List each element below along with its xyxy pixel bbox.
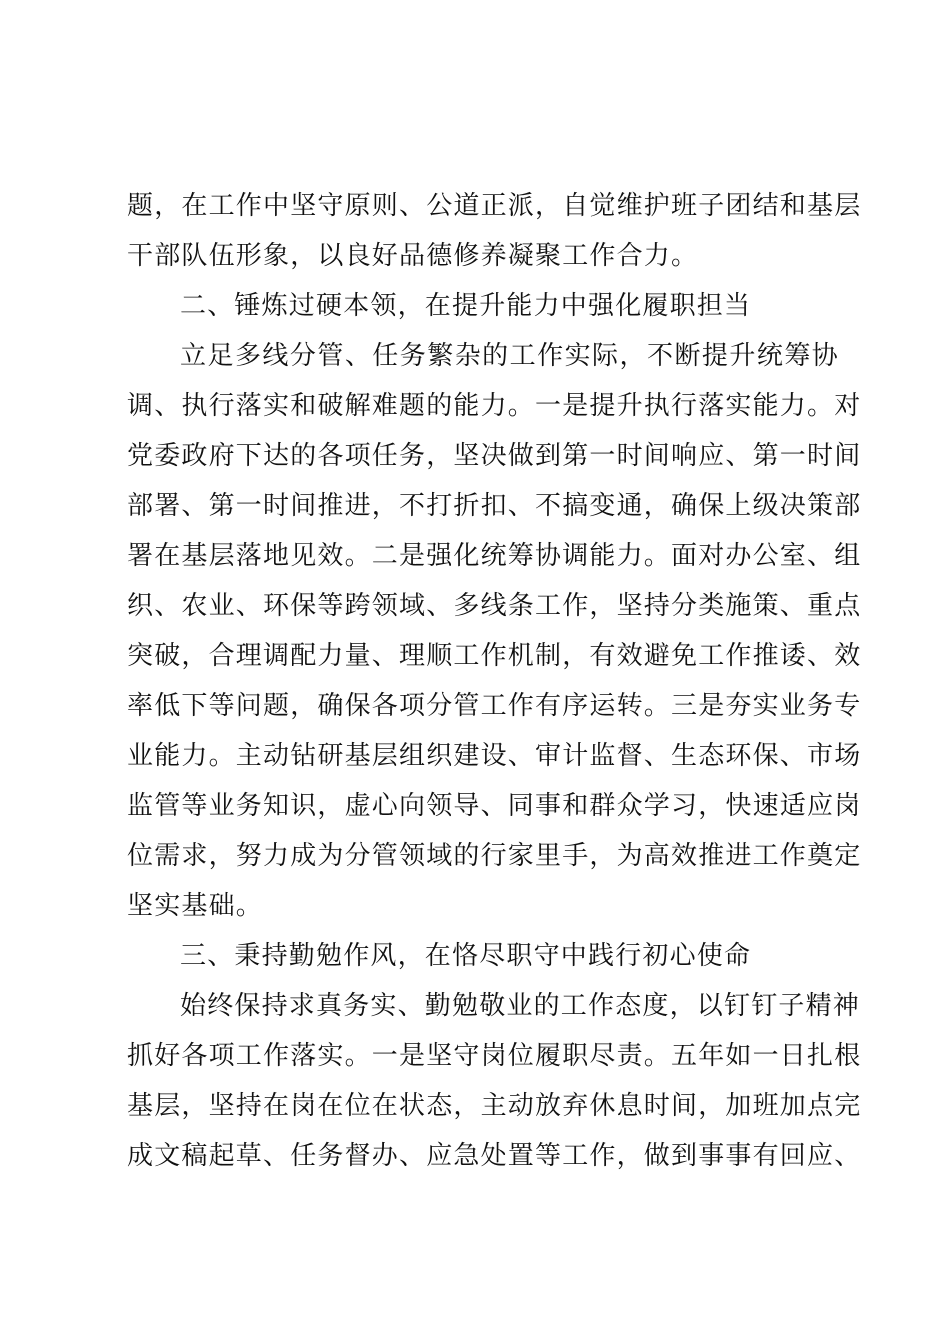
section-heading: 三、秉持勤勉作风，在恪尽职守中践行初心使命 xyxy=(180,941,752,971)
text-line: 立足多线分管、任务繁杂的工作实际，不断提升统筹协 xyxy=(180,341,839,371)
text-line: 坚实基础。 xyxy=(127,891,264,921)
text-line: 始终保持求真务实、勤勉敬业的工作态度，以钉钉子精神 xyxy=(180,991,861,1021)
text-line: 业能力。主动钻研基层组织建设、审计监督、生态环保、市场 xyxy=(127,741,862,771)
text-line: 基层，坚持在岗在位在状态，主动放弃休息时间，加班加点完 xyxy=(127,1091,862,1121)
text-line: 调、执行落实和破解难题的能力。一是提升执行落实能力。对 xyxy=(127,391,862,421)
text-line: 干部队伍形象，以良好品德修养凝聚工作合力。 xyxy=(127,241,699,271)
text-line: 监管等业务知识，虚心向领导、同事和群众学习，快速适应岗 xyxy=(127,791,862,821)
text-line: 突破，合理调配力量、理顺工作机制，有效避免工作推诿、效 xyxy=(127,641,862,671)
document-page xyxy=(127,184,862,1184)
text-line: 部署、第一时间推进，不打折扣、不搞变通，确保上级决策部 xyxy=(127,491,862,521)
section-heading: 二、锤炼过硬本领，在提升能力中强化履职担当 xyxy=(180,291,752,321)
text-line: 率低下等问题，确保各项分管工作有序运转。三是夯实业务专 xyxy=(127,691,862,721)
text-line: 署在基层落地见效。二是强化统筹协调能力。面对办公室、组 xyxy=(127,541,862,571)
text-line: 成文稿起草、任务督办、应急处置等工作，做到事事有回应、 xyxy=(127,1141,862,1171)
text-line: 党委政府下达的各项任务，坚决做到第一时间响应、第一时间 xyxy=(127,441,862,471)
text-line: 抓好各项工作落实。一是坚守岗位履职尽责。五年如一日扎根 xyxy=(127,1041,862,1071)
text-line: 织、农业、环保等跨领域、多线条工作，坚持分类施策、重点 xyxy=(127,591,862,621)
text-line: 题，在工作中坚守原则、公道正派，自觉维护班子团结和基层 xyxy=(127,191,862,221)
text-line: 位需求，努力成为分管领域的行家里手，为高效推进工作奠定 xyxy=(127,841,862,871)
